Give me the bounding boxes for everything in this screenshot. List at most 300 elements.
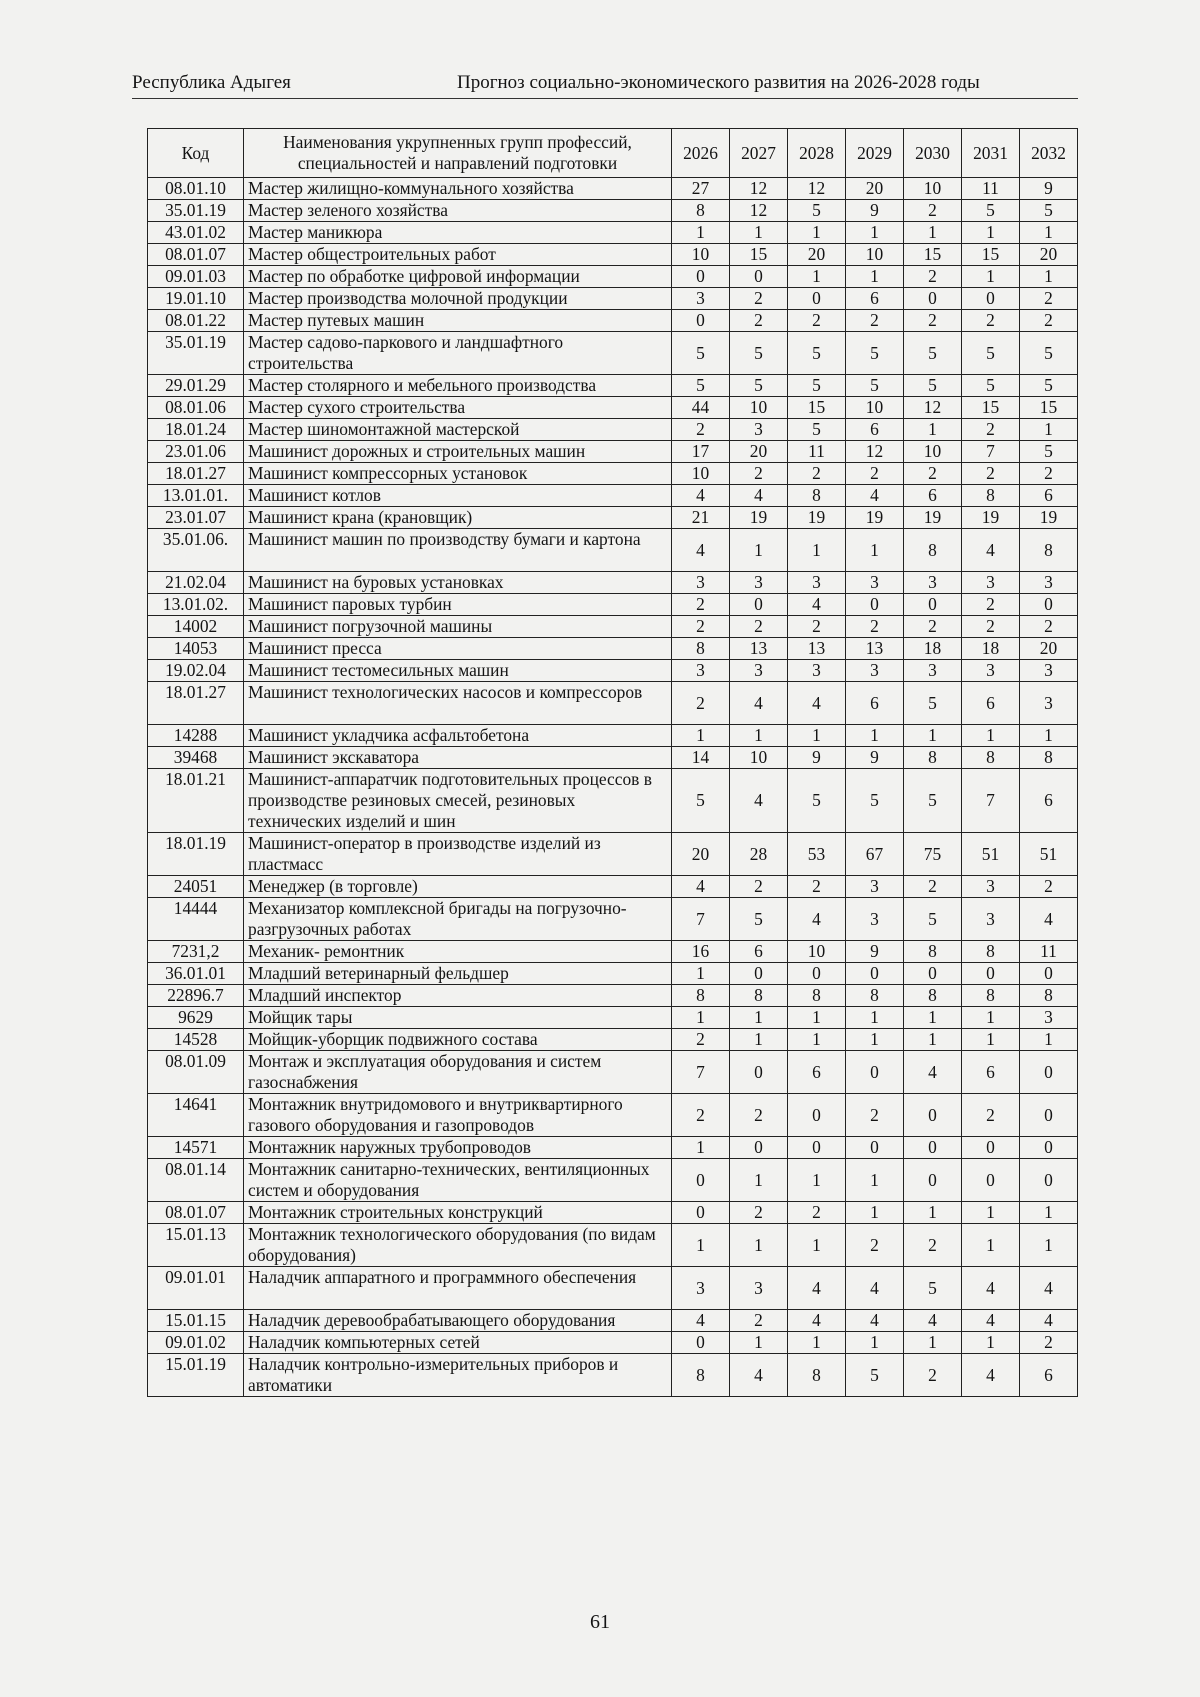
year-value-cell: 0	[730, 1051, 788, 1094]
year-value-cell: 4	[788, 594, 846, 616]
year-value-cell: 4	[788, 682, 846, 725]
year-value-cell: 1	[672, 725, 730, 747]
table-row	[148, 616, 1078, 638]
year-value-cell: 5	[730, 332, 788, 375]
table-body	[148, 178, 1078, 1397]
year-value-cell: 2	[1020, 1332, 1078, 1354]
year-value-cell: 3	[672, 660, 730, 682]
year-value-cell: 3	[1020, 572, 1078, 594]
code-cell: 29.01.29	[148, 375, 244, 397]
table-row	[148, 244, 1078, 266]
year-value-cell: 5	[788, 769, 846, 833]
year-value-cell: 2	[730, 288, 788, 310]
year-value-cell: 0	[904, 288, 962, 310]
year-value-cell: 8	[672, 985, 730, 1007]
year-value-cell: 16	[672, 941, 730, 963]
year-value-cell: 8	[962, 485, 1020, 507]
code-cell: 18.01.27	[148, 682, 244, 725]
code-cell: 24051	[148, 876, 244, 898]
table-row	[148, 375, 1078, 397]
year-value-cell: 20	[1020, 638, 1078, 660]
table-row	[148, 529, 1078, 572]
code-cell: 08.01.22	[148, 310, 244, 332]
year-value-cell: 1	[672, 1224, 730, 1267]
table-row	[148, 1267, 1078, 1310]
year-value-cell: 15	[788, 397, 846, 419]
table-row	[148, 288, 1078, 310]
year-value-cell: 5	[846, 375, 904, 397]
year-value-cell: 20	[672, 833, 730, 876]
year-value-cell: 20	[1020, 244, 1078, 266]
year-value-cell: 2	[904, 463, 962, 485]
year-value-cell: 0	[1020, 594, 1078, 616]
year-value-cell: 20	[846, 178, 904, 200]
year-value-cell: 2	[730, 1202, 788, 1224]
year-value-cell: 12	[904, 397, 962, 419]
year-value-cell: 4	[904, 1310, 962, 1332]
year-value-cell: 5	[962, 200, 1020, 222]
profession-name-cell: Мастер садово-паркового и ландшафтного строительства	[244, 332, 672, 375]
year-value-cell: 5	[730, 375, 788, 397]
year-value-cell: 3	[1020, 1007, 1078, 1029]
year-value-cell: 5	[904, 769, 962, 833]
year-value-cell: 8	[962, 941, 1020, 963]
year-value-cell: 0	[672, 1202, 730, 1224]
year-value-cell: 0	[962, 1137, 1020, 1159]
year-value-cell: 1	[962, 1332, 1020, 1354]
year-value-cell: 5	[1020, 332, 1078, 375]
year-value-cell: 0	[1020, 1159, 1078, 1202]
table-row	[148, 898, 1078, 941]
profession-name-cell: Мастер путевых машин	[244, 310, 672, 332]
year-value-cell: 2	[1020, 616, 1078, 638]
year-value-cell: 7	[672, 1051, 730, 1094]
year-value-cell: 5	[962, 332, 1020, 375]
year-value-cell: 10	[904, 178, 962, 200]
year-value-cell: 14	[672, 747, 730, 769]
year-value-cell: 3	[846, 660, 904, 682]
table-header-row	[148, 129, 1078, 178]
code-cell: 22896.7	[148, 985, 244, 1007]
year-value-cell: 21	[672, 507, 730, 529]
year-value-cell: 2	[962, 419, 1020, 441]
year-value-cell: 13	[846, 638, 904, 660]
year-value-cell: 15	[1020, 397, 1078, 419]
year-value-cell: 2	[730, 616, 788, 638]
profession-name-cell: Машинист укладчика асфальтобетона	[244, 725, 672, 747]
year-value-cell: 15	[904, 244, 962, 266]
code-cell: 35.01.06.	[148, 529, 244, 572]
year-value-cell: 53	[788, 833, 846, 876]
code-cell: 08.01.10	[148, 178, 244, 200]
profession-name-cell: Младший инспектор	[244, 985, 672, 1007]
table-row	[148, 747, 1078, 769]
year-value-cell: 2	[730, 1310, 788, 1332]
year-value-cell: 1	[846, 1159, 904, 1202]
table-row	[148, 1137, 1078, 1159]
year-value-cell: 2	[904, 1224, 962, 1267]
year-value-cell: 1	[788, 222, 846, 244]
year-column-header: 2028	[788, 129, 846, 178]
code-cell: 13.01.02.	[148, 594, 244, 616]
year-column-header: 2032	[1020, 129, 1078, 178]
year-value-cell: 0	[672, 310, 730, 332]
profession-name-cell: Машинист-оператор в производстве изделий из пластмасс	[244, 833, 672, 876]
table-row	[148, 682, 1078, 725]
year-value-cell: 5	[1020, 441, 1078, 463]
table-row	[148, 200, 1078, 222]
profession-name-cell: Машинист экскаватора	[244, 747, 672, 769]
year-value-cell: 0	[788, 1094, 846, 1137]
year-value-cell: 51	[962, 833, 1020, 876]
year-value-cell: 0	[904, 963, 962, 985]
profession-name-cell: Машинист паровых турбин	[244, 594, 672, 616]
year-value-cell: 2	[788, 616, 846, 638]
profession-name-cell: Мастер маникюра	[244, 222, 672, 244]
profession-name-cell: Мастер общестроительных работ	[244, 244, 672, 266]
year-value-cell: 1	[962, 1202, 1020, 1224]
year-value-cell: 8	[904, 529, 962, 572]
year-value-cell: 8	[672, 200, 730, 222]
year-value-cell: 6	[846, 419, 904, 441]
year-value-cell: 1	[846, 1332, 904, 1354]
year-value-cell: 0	[730, 963, 788, 985]
year-value-cell: 3	[672, 288, 730, 310]
code-cell: 09.01.02	[148, 1332, 244, 1354]
forecast-table	[147, 128, 1078, 1397]
year-value-cell: 1	[1020, 1224, 1078, 1267]
year-value-cell: 2	[1020, 463, 1078, 485]
year-value-cell: 2	[730, 310, 788, 332]
year-value-cell: 1	[730, 1332, 788, 1354]
year-value-cell: 12	[730, 178, 788, 200]
year-value-cell: 1	[962, 725, 1020, 747]
code-cell: 08.01.06	[148, 397, 244, 419]
year-value-cell: 2	[904, 616, 962, 638]
year-value-cell: 2	[672, 682, 730, 725]
table-row	[148, 266, 1078, 288]
year-value-cell: 2	[904, 266, 962, 288]
year-value-cell: 3	[962, 660, 1020, 682]
year-value-cell: 3	[962, 572, 1020, 594]
year-value-cell: 3	[730, 419, 788, 441]
year-value-cell: 2	[1020, 876, 1078, 898]
profession-name-cell: Монтажник технологического оборудования (по видам оборудования)	[244, 1224, 672, 1267]
year-value-cell: 5	[846, 769, 904, 833]
header-region: Республика Адыгея	[132, 72, 291, 93]
year-value-cell: 19	[846, 507, 904, 529]
profession-name-cell: Мастер жилищно-коммунального хозяйства	[244, 178, 672, 200]
profession-name-cell: Менеджер (в торговле)	[244, 876, 672, 898]
year-value-cell: 4	[962, 1310, 1020, 1332]
year-value-cell: 3	[788, 660, 846, 682]
year-value-cell: 2	[846, 463, 904, 485]
year-value-cell: 5	[1020, 200, 1078, 222]
profession-name-cell: Мастер сухого строительства	[244, 397, 672, 419]
year-value-cell: 17	[672, 441, 730, 463]
year-value-cell: 5	[788, 332, 846, 375]
year-value-cell: 1	[962, 1224, 1020, 1267]
year-value-cell: 19	[730, 507, 788, 529]
code-cell: 08.01.07	[148, 244, 244, 266]
year-value-cell: 18	[962, 638, 1020, 660]
profession-name-cell: Монтажник наружных трубопроводов	[244, 1137, 672, 1159]
year-column-header: 2029	[846, 129, 904, 178]
year-value-cell: 1	[962, 266, 1020, 288]
year-value-cell: 3	[846, 876, 904, 898]
year-value-cell: 5	[730, 898, 788, 941]
year-value-cell: 0	[672, 266, 730, 288]
header-title: Прогноз социально-экономического развития на 2026-2028 годы	[457, 72, 980, 93]
profession-name-cell: Монтажник строительных конструкций	[244, 1202, 672, 1224]
year-value-cell: 1	[962, 1007, 1020, 1029]
year-value-cell: 6	[730, 941, 788, 963]
year-value-cell: 12	[846, 441, 904, 463]
year-value-cell: 8	[788, 485, 846, 507]
table-row	[148, 441, 1078, 463]
profession-name-cell: Наладчик контрольно-измерительных приборов и автоматики	[244, 1354, 672, 1397]
year-value-cell: 10	[788, 941, 846, 963]
year-value-cell: 2	[962, 594, 1020, 616]
code-cell: 08.01.09	[148, 1051, 244, 1094]
year-value-cell: 3	[730, 572, 788, 594]
year-value-cell: 0	[1020, 1137, 1078, 1159]
year-value-cell: 4	[962, 1354, 1020, 1397]
year-value-cell: 5	[1020, 375, 1078, 397]
year-value-cell: 2	[904, 1354, 962, 1397]
code-cell: 14002	[148, 616, 244, 638]
year-value-cell: 1	[730, 1159, 788, 1202]
year-value-cell: 1	[672, 222, 730, 244]
table-row	[148, 985, 1078, 1007]
table-row	[148, 963, 1078, 985]
table-row	[148, 397, 1078, 419]
header-rule	[132, 98, 1078, 99]
year-value-cell: 1	[788, 266, 846, 288]
table-row	[148, 178, 1078, 200]
code-cell: 39468	[148, 747, 244, 769]
year-value-cell: 0	[730, 1137, 788, 1159]
code-cell: 14641	[148, 1094, 244, 1137]
year-value-cell: 11	[1020, 941, 1078, 963]
year-value-cell: 2	[962, 616, 1020, 638]
table-row	[148, 594, 1078, 616]
year-value-cell: 8	[788, 985, 846, 1007]
code-cell: 08.01.07	[148, 1202, 244, 1224]
profession-name-cell: Машинист тестомесильных машин	[244, 660, 672, 682]
year-value-cell: 6	[1020, 1354, 1078, 1397]
profession-name-cell: Младший ветеринарный фельдшер	[244, 963, 672, 985]
year-value-cell: 0	[962, 1159, 1020, 1202]
year-value-cell: 7	[672, 898, 730, 941]
year-value-cell: 0	[788, 1137, 846, 1159]
year-value-cell: 6	[846, 682, 904, 725]
year-value-cell: 2	[1020, 288, 1078, 310]
code-cell: 09.01.01	[148, 1267, 244, 1310]
year-value-cell: 0	[846, 1051, 904, 1094]
year-value-cell: 12	[788, 178, 846, 200]
year-value-cell: 3	[962, 876, 1020, 898]
year-value-cell: 15	[962, 397, 1020, 419]
year-value-cell: 4	[788, 898, 846, 941]
table-row	[148, 1094, 1078, 1137]
year-value-cell: 10	[672, 463, 730, 485]
year-value-cell: 4	[730, 769, 788, 833]
year-value-cell: 2	[672, 1029, 730, 1051]
year-value-cell: 1	[846, 529, 904, 572]
year-value-cell: 1	[788, 1224, 846, 1267]
year-value-cell: 2	[904, 310, 962, 332]
table-row	[148, 1224, 1078, 1267]
year-value-cell: 2	[730, 876, 788, 898]
code-cell: 35.01.19	[148, 200, 244, 222]
year-value-cell: 8	[730, 985, 788, 1007]
year-value-cell: 75	[904, 833, 962, 876]
year-value-cell: 4	[962, 1267, 1020, 1310]
profession-name-cell: Мастер зеленого хозяйства	[244, 200, 672, 222]
year-value-cell: 2	[904, 876, 962, 898]
table-row	[148, 769, 1078, 833]
year-value-cell: 1	[904, 725, 962, 747]
year-value-cell: 5	[788, 200, 846, 222]
code-column-header: Код	[148, 129, 244, 178]
year-value-cell: 13	[788, 638, 846, 660]
year-value-cell: 19	[904, 507, 962, 529]
year-value-cell: 0	[904, 1137, 962, 1159]
year-value-cell: 5	[904, 682, 962, 725]
year-value-cell: 10	[846, 244, 904, 266]
year-value-cell: 28	[730, 833, 788, 876]
year-value-cell: 11	[788, 441, 846, 463]
year-value-cell: 2	[672, 594, 730, 616]
year-value-cell: 9	[788, 747, 846, 769]
table-row	[148, 507, 1078, 529]
year-value-cell: 1	[962, 1029, 1020, 1051]
year-value-cell: 4	[672, 529, 730, 572]
year-value-cell: 1	[730, 1224, 788, 1267]
year-value-cell: 5	[904, 332, 962, 375]
code-cell: 43.01.02	[148, 222, 244, 244]
year-value-cell: 0	[672, 1332, 730, 1354]
code-cell: 15.01.19	[148, 1354, 244, 1397]
profession-name-cell: Монтажник внутридомового и внутриквартирного газового оборудования и газопроводов	[244, 1094, 672, 1137]
table-row	[148, 941, 1078, 963]
table-row	[148, 638, 1078, 660]
year-value-cell: 5	[962, 375, 1020, 397]
year-value-cell: 19	[962, 507, 1020, 529]
year-value-cell: 3	[672, 1267, 730, 1310]
table-row	[148, 876, 1078, 898]
table-row	[148, 1354, 1078, 1397]
year-value-cell: 4	[1020, 898, 1078, 941]
year-value-cell: 2	[788, 876, 846, 898]
year-value-cell: 2	[730, 463, 788, 485]
year-value-cell: 11	[962, 178, 1020, 200]
year-value-cell: 6	[788, 1051, 846, 1094]
year-value-cell: 4	[730, 682, 788, 725]
year-value-cell: 1	[788, 1332, 846, 1354]
table-row	[148, 485, 1078, 507]
table-row	[148, 1007, 1078, 1029]
year-value-cell: 1	[846, 725, 904, 747]
year-value-cell: 1	[788, 1159, 846, 1202]
year-value-cell: 3	[904, 660, 962, 682]
year-value-cell: 5	[672, 332, 730, 375]
year-value-cell: 8	[846, 985, 904, 1007]
year-value-cell: 4	[1020, 1310, 1078, 1332]
year-value-cell: 4	[730, 1354, 788, 1397]
code-cell: 18.01.21	[148, 769, 244, 833]
table-row	[148, 572, 1078, 594]
year-value-cell: 1	[788, 725, 846, 747]
year-value-cell: 8	[962, 747, 1020, 769]
code-cell: 36.01.01	[148, 963, 244, 985]
year-value-cell: 5	[846, 332, 904, 375]
year-value-cell: 2	[846, 1224, 904, 1267]
year-value-cell: 12	[730, 200, 788, 222]
year-value-cell: 3	[672, 572, 730, 594]
code-cell: 14528	[148, 1029, 244, 1051]
year-value-cell: 4	[846, 1267, 904, 1310]
year-value-cell: 1	[846, 266, 904, 288]
year-value-cell: 2	[962, 1094, 1020, 1137]
table-row	[148, 463, 1078, 485]
year-value-cell: 1	[788, 1029, 846, 1051]
year-value-cell: 10	[730, 747, 788, 769]
code-cell: 08.01.14	[148, 1159, 244, 1202]
year-value-cell: 1	[904, 1202, 962, 1224]
profession-name-cell: Мастер шиномонтажной мастерской	[244, 419, 672, 441]
profession-name-cell: Мойщик-уборщик подвижного состава	[244, 1029, 672, 1051]
year-value-cell: 2	[788, 1202, 846, 1224]
code-cell: 14571	[148, 1137, 244, 1159]
year-value-cell: 8	[904, 747, 962, 769]
year-value-cell: 0	[730, 266, 788, 288]
profession-name-cell: Мастер столярного и мебельного производства	[244, 375, 672, 397]
profession-name-cell: Машинист компрессорных установок	[244, 463, 672, 485]
profession-name-cell: Мойщик тары	[244, 1007, 672, 1029]
year-value-cell: 51	[1020, 833, 1078, 876]
year-value-cell: 9	[846, 941, 904, 963]
page-number: 61	[590, 1611, 610, 1633]
year-value-cell: 5	[788, 375, 846, 397]
year-value-cell: 10	[846, 397, 904, 419]
profession-name-cell: Машинист пресса	[244, 638, 672, 660]
year-value-cell: 67	[846, 833, 904, 876]
year-value-cell: 0	[1020, 1051, 1078, 1094]
year-value-cell: 0	[788, 288, 846, 310]
year-value-cell: 6	[904, 485, 962, 507]
year-value-cell: 3	[730, 660, 788, 682]
year-column-header: 2031	[962, 129, 1020, 178]
year-value-cell: 2	[788, 463, 846, 485]
table-row	[148, 833, 1078, 876]
year-value-cell: 9	[846, 200, 904, 222]
year-value-cell: 1	[730, 725, 788, 747]
year-value-cell: 2	[846, 616, 904, 638]
year-value-cell: 1	[730, 1029, 788, 1051]
year-value-cell: 1	[962, 222, 1020, 244]
year-value-cell: 4	[672, 876, 730, 898]
code-cell: 14288	[148, 725, 244, 747]
year-value-cell: 0	[962, 963, 1020, 985]
year-value-cell: 4	[730, 485, 788, 507]
year-value-cell: 0	[846, 963, 904, 985]
year-value-cell: 15	[730, 244, 788, 266]
year-value-cell: 0	[672, 1159, 730, 1202]
year-value-cell: 1	[846, 222, 904, 244]
code-cell: 21.02.04	[148, 572, 244, 594]
